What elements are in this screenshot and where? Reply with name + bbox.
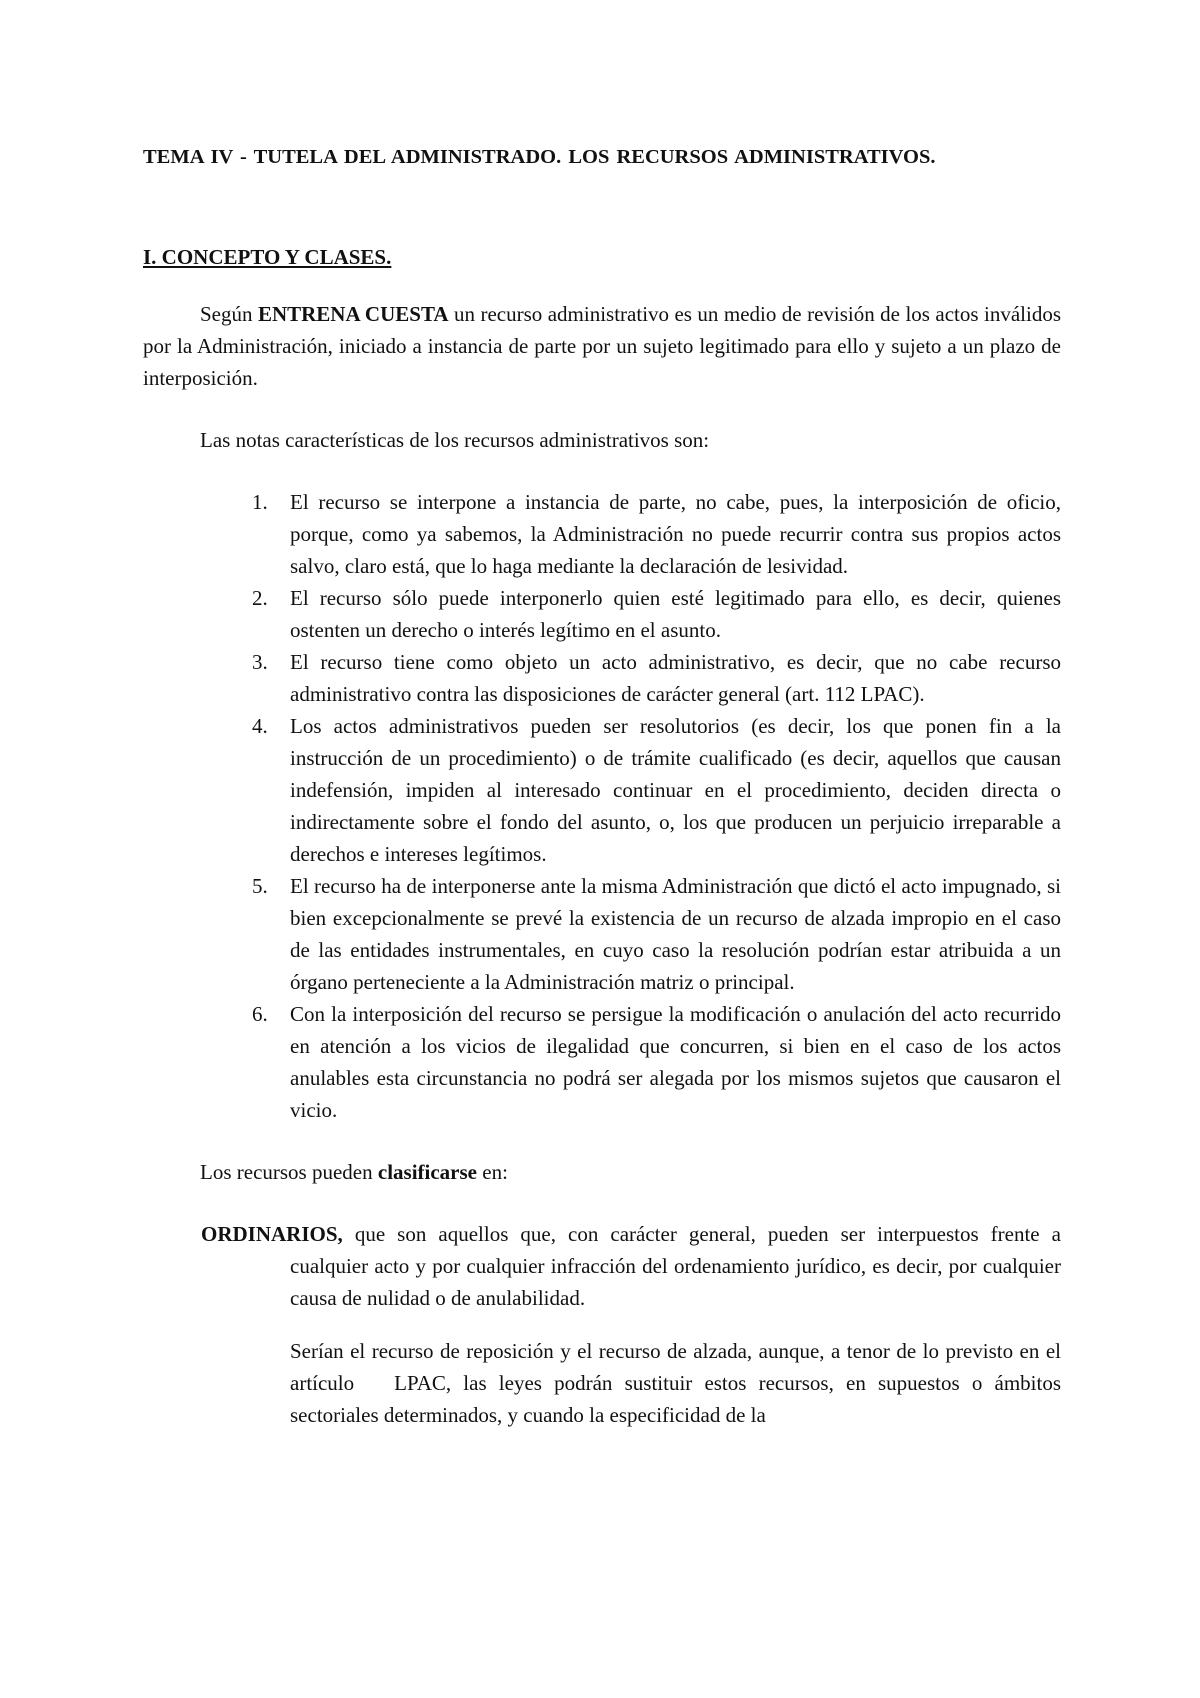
list-item-number: 4. <box>252 714 268 738</box>
list-item-text: El recurso sólo puede interponerlo quien esté legitimado para ello, es decir, quienes ostenten un derecho o interés legítimo en el asunto. <box>290 586 1061 642</box>
intro-paragraph <box>143 298 1061 394</box>
clasif-bold: clasificarse <box>377 1160 477 1184</box>
intro-prefix: Según <box>200 302 258 326</box>
clasif-suffix: en: <box>477 1160 508 1184</box>
list-item <box>252 710 1061 870</box>
document-page <box>143 140 1061 1431</box>
ordinarios-cont-before: Serían el recurso de reposición y el recurso de alzada, aunque, a tenor de lo previsto en el artículo <box>290 1339 1061 1395</box>
intro-author: ENTRENA CUESTA <box>257 302 449 326</box>
list-item-number: 2. <box>252 586 268 610</box>
ordinarios-paragraph <box>143 1218 1061 1314</box>
list-item <box>252 486 1061 582</box>
ordinarios-continuation <box>143 1335 1061 1431</box>
features-list <box>143 486 1061 1126</box>
list-item <box>252 998 1061 1126</box>
clasif-prefix: Los recursos pueden <box>200 1160 378 1184</box>
list-item-text: Con la interposición del recurso se persigue la modificación o anulación del acto recurrido en atención a los vicios de ilegalidad que concurren, si bien en el caso de los actos anulables esta circunstancia no podrá ser alegada por los mismos sujetos que causaron el vicio. <box>290 1002 1061 1122</box>
list-item-number: 5. <box>252 874 268 898</box>
list-item-number: 6. <box>252 1002 268 1026</box>
section-heading: I. CONCEPTO Y CLASES. <box>143 245 392 269</box>
document-title: TEMA IV - TUTELA DEL ADMINISTRADO. LOS RECURSOS ADMINISTRATIVOS. <box>143 146 936 168</box>
notas-intro: Las notas características de los recursos administrativos son: <box>200 428 710 452</box>
clasificacion-paragraph <box>143 1156 1061 1188</box>
list-item <box>252 870 1061 998</box>
ordinarios-cont-after: LPAC, las leyes podrán sustituir estos recursos, en supuestos o ámbitos sectoriales determinados, y cuando la especificidad de la <box>290 1371 1061 1427</box>
list-item <box>252 646 1061 710</box>
list-item-text: El recurso se interpone a instancia de parte, no cabe, pues, la interposición de oficio, porque, como ya sabemos, la Administración no puede recurrir contra sus propios actos salvo, claro está, que lo haga mediante la declaración de lesividad. <box>290 490 1061 578</box>
list-item-number: 1. <box>252 490 268 514</box>
intro-text: un recurso administrativo es un medio de revisión de los actos inválidos por la Administración, iniciado a instancia de parte por un sujeto legitimado para ello y sujeto a un plazo de interposición. <box>143 302 1062 390</box>
ordinarios-text: que son aquellos que, con carácter general, pueden ser interpuestos frente a cualquier acto y por cualquier infracción del ordenamiento jurídico, es decir, por cualquier causa de nulidad o de anulabilidad. <box>290 1222 1061 1310</box>
ordinarios-label: ORDINARIOS, <box>201 1222 343 1246</box>
list-item-text: El recurso ha de interponerse ante la misma Administración que dictó el acto impugnado, si bien excepcionalmente se prevé la existencia de un recurso de alzada impropio en el caso de las entidades instrumentales, en cuyo caso la resolución podrían estar atribuida a un órgano perteneciente a la Administración matriz o principal. <box>290 874 1061 994</box>
list-item-number: 3. <box>252 650 268 674</box>
list-item-text: El recurso tiene como objeto un acto administrativo, es decir, que no cabe recurso administrativo contra las disposiciones de carácter general (art. 112 LPAC). <box>290 650 1061 706</box>
list-item <box>252 582 1061 646</box>
list-item-text: Los actos administrativos pueden ser resolutorios (es decir, los que ponen fin a la instrucción de un procedimiento) o de trámite cualificado (es decir, aquellos que causan indefensión, impiden al interesado continuar en el procedimiento, deciden directa o indirectamente sobre el fondo del asunto, o, los que producen un perjuicio irreparable a derechos e intereses legítimos. <box>290 714 1061 866</box>
